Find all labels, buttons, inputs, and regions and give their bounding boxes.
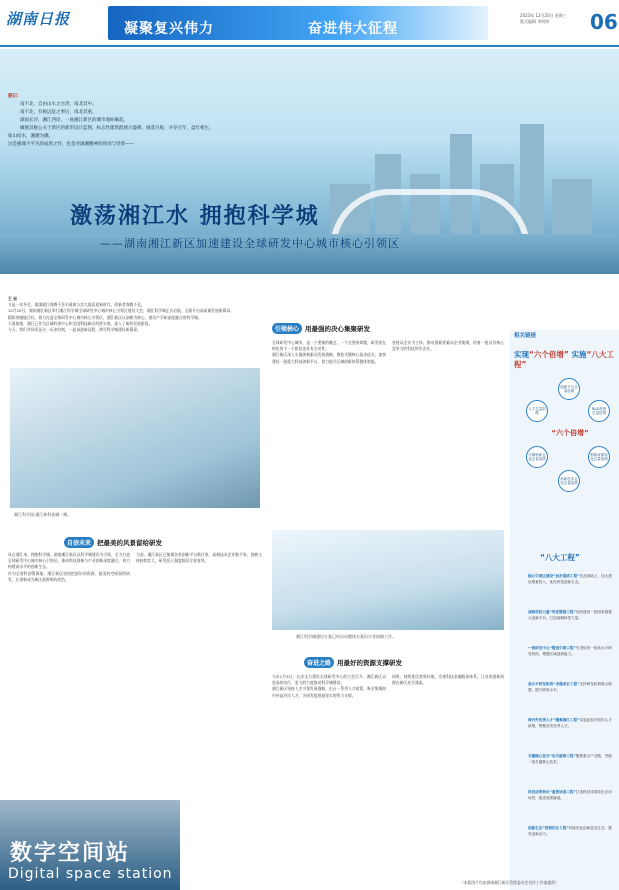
sidebar-headline (514, 350, 618, 370)
section3-title: 用最好的资源支撑研发 (337, 658, 403, 667)
eight-item-text: 持续优化创新创业生态，激发创新活力。 (528, 826, 612, 836)
intro-paragraph: 天道如歌，湘江已作为区域科创中心和全国科技新区的桥头堡，进入了新的发展阶段。 (8, 320, 153, 326)
science-park-photo (10, 368, 260, 508)
eight-item-title: 海内外优秀人才“聚集湘江工程” (528, 718, 580, 722)
section2-paragraph: 全球研发中心城市，是一个要塞的概念，一个全要的命题，研发则在转化的下一个阶段更具有主动性。 (272, 340, 386, 352)
section2-col-a (272, 340, 386, 365)
section3-paragraph: 今年1月5日，长沙全力建设全球研发中心的大会召开，湘江新区以更高的站位、更大的力度推动科学城建设。 (272, 674, 386, 686)
science-city-design-photo (272, 530, 504, 630)
photo2-caption: 湘江科学城建设方案已经启动整体方案设计等前期工作。 (296, 634, 396, 639)
eight-item-title: 核心引领区建设“起步提质工程” (528, 574, 580, 578)
eight-item (528, 718, 614, 729)
eight-projects-heading: “八大工程” (540, 553, 580, 562)
section1-head (64, 536, 162, 548)
bubble-talent: 人才总量倍增 (526, 400, 548, 422)
eight-item-title: 战略科技力量“培优锻强工程” (528, 610, 576, 614)
eight-item-text: 聚焦重点产业链，突破一批关键核心技术。 (528, 754, 612, 764)
eight-item (528, 574, 614, 585)
slogan-left: 凝聚复兴伟力 (124, 21, 214, 37)
six-doubling-center: “六个倍增” (551, 429, 589, 437)
section1-paragraph: 风自湘江来，拥抱科学城。湖南湘江新区以科学城建设为引领，全力打造全球研发中心城市核心引领区，推动科技创新与产业创新深度融合，着力构建高水平的创新生态。 (8, 552, 130, 570)
headline-part: “八大工程” (514, 350, 614, 369)
eight-item (528, 790, 614, 801)
section1-tag: 自信未来 (64, 537, 94, 548)
eight-item (528, 646, 614, 657)
hero-subtitle: ——湖南湘江新区加速建设全球研发中心城市核心引领区 (100, 237, 400, 250)
section3-tag: 奋进之路 (304, 657, 334, 668)
hero-photo-caption: 全球研发中心·湘江新区 (572, 301, 610, 312)
digital-cn-text: 数字空间站 (10, 841, 131, 866)
intro-label: 题记： (8, 94, 22, 99)
eight-item-title: 科技成果转化“重要场景工程” (528, 790, 576, 794)
digital-space-image (0, 800, 180, 890)
section2-paragraph: 坚持以企业为主体，推动创新要素向企业集聚，培育一批具有核心竞争力的科技领军企业。 (392, 340, 504, 352)
section1-col-a (8, 552, 130, 583)
bubble-specialized-enterprise: 专精特新企业总量倍增 (526, 446, 548, 468)
section3-paragraph: 同时，持续优化营商环境，完善科技金融服务体系，让各类创新资源在新区充分涌流。 (392, 674, 504, 686)
photo-credit-footer: （本版图片均由湖南湘江新区管理委员会宣传工作部提供） (460, 880, 559, 885)
headline-part: “六个倍增” (529, 350, 569, 359)
eight-item-title: 一流研发中心“锻造引领工程” (528, 646, 576, 650)
section1-col-b (136, 552, 262, 564)
bubble-innovation-platform: 创新平台总量倍增 (558, 378, 580, 400)
intro-line: 如山结水，湘潮为潮。 (8, 134, 53, 139)
newspaper-logo: 湖南日报 (6, 10, 71, 28)
slogan-band (108, 6, 488, 40)
sidebar-label: 相关链接 (514, 333, 537, 339)
page-number: 06 (590, 10, 618, 34)
intro-line: 南不北，有候远征之事后，南北其重。 (20, 110, 97, 115)
eight-item-text: 引进培育一批高水平研发机构，增强区域创新能力。 (528, 646, 612, 656)
eight-item-text: 实施更加开放的人才政策，集聚各类优秀人才。 (528, 718, 612, 728)
section3-col-a (272, 674, 386, 699)
section3-paragraph: 湘江新区坚持人才引领发展战略，出台一系列人才政策，吸引集聚海内外高层次人才，为研发提供最坚实的智力支撑。 (272, 686, 386, 698)
section2-col-b (392, 340, 504, 352)
digital-en-text: Digital space station (8, 866, 173, 882)
intro-line: 南不北，自由山水之台湾，南北其中。 (20, 102, 97, 107)
hero-intro (8, 93, 248, 149)
section2-head (272, 322, 370, 334)
intro-paragraph: 又是一年冬至，滚滚湘江奔腾不息早逝威与美大地喜迎新时代，创新者奔腾不息。 (8, 302, 145, 308)
byline: 王 岩 (8, 296, 17, 301)
eight-item (528, 826, 614, 837)
section2-paragraph: 湘江新区深入实施创新驱动发展战略，聚焦关键核心技术攻关，加快建设一批重大科技创新平台，着力提升区域创新体系整体效能。 (272, 352, 386, 364)
section2-title: 用最强的决心集聚研发 (305, 324, 371, 333)
slogan-right: 奋进伟大征程 (308, 21, 398, 37)
intro-paragraph: 12月20日，湖南湘江新区举行湘江科学城全球研发中心城市核心引领区建设大会，湘江科学城正式启航，全面开启高质量发展新篇章。 (8, 308, 235, 314)
eight-item-text: 支持研发机构做大做强，提升研发水平。 (528, 682, 612, 692)
masthead (0, 0, 619, 47)
section2-tag: 引领核心 (272, 323, 302, 334)
bubble-rd-investment: R&D投资总量倍增 (588, 400, 610, 422)
eight-item (528, 682, 614, 693)
intro-column (8, 296, 266, 333)
eight-item (528, 610, 614, 621)
intro-line: 这是极端不平凡的成果之作，也是对湖湘精神的致词与崇仰—— (8, 142, 134, 147)
eight-item-title: 关键核心技术“攻关破难工程” (528, 754, 576, 758)
intro-paragraph: 今天，我们共同见证这一历史时刻，一起奋进新征程，谱写科学城建设新篇章。 (8, 327, 141, 333)
eight-item-text: 打造科技成果转化应用场景，促进成果落地。 (528, 790, 612, 800)
bubble-achievement-transfer: 科研成果转化总量倍增 (588, 446, 610, 468)
bubble-high-tech-enterprise: 高新技术企业总量倍增 (558, 470, 580, 492)
hero-title: 激荡湘江水 拥抱科学城 (70, 204, 320, 229)
eight-item (528, 754, 614, 765)
intro-paragraph: 精彩的赋能目标，着力打造全球研发中心城市核心引领区，湘江新区以创新为核心，建设产学研深度融合的科学城。 (8, 314, 202, 320)
headline-part: 实现 (514, 350, 529, 359)
eight-item-title: 创新生态“营商优化工程” (528, 826, 569, 830)
section1-title: 把最美的风景留给研发 (97, 538, 163, 547)
section3-col-b (392, 674, 504, 686)
eight-item-text: 加快建设一批国家级重大创新平台，打造战略科技力量。 (528, 610, 612, 620)
eight-item-title: 高水平研发机构“卓越成长工程” (528, 682, 580, 686)
section1-paragraph: 作为全省科创策源地，湘江新区坚持把最好的资源、最美的空间留给研发，让创新成为新区最鲜明的底色。 (8, 570, 130, 582)
issue-meta: 2023年 12月20日 星期三 版式编辑 李明明 (520, 13, 567, 24)
section1-paragraph: 当前，湘江新区已集聚各类创新平台数百家，高新技术企业数千家，创新主体持续壮大，研发投入强度稳居全省前列。 (136, 552, 262, 564)
intro-line: 碾展其极公关于新区的新形设计蓝图，标志性建筑群展示盛峰，缓落百般，并存百年，盘年相生。 (20, 126, 214, 131)
headline-part: 实施 (571, 350, 587, 359)
section3-head (304, 656, 402, 668)
photo1-caption: 湘江科学园·湘江新科技城一期。 (14, 512, 72, 517)
eight-item-text: 在此基础上，加大建设要素投入，优化科技创新生态。 (528, 574, 612, 584)
intro-line: 湖南长沙，湘江西岸，一座湘江新区的城市地标崛起。 (20, 118, 128, 123)
